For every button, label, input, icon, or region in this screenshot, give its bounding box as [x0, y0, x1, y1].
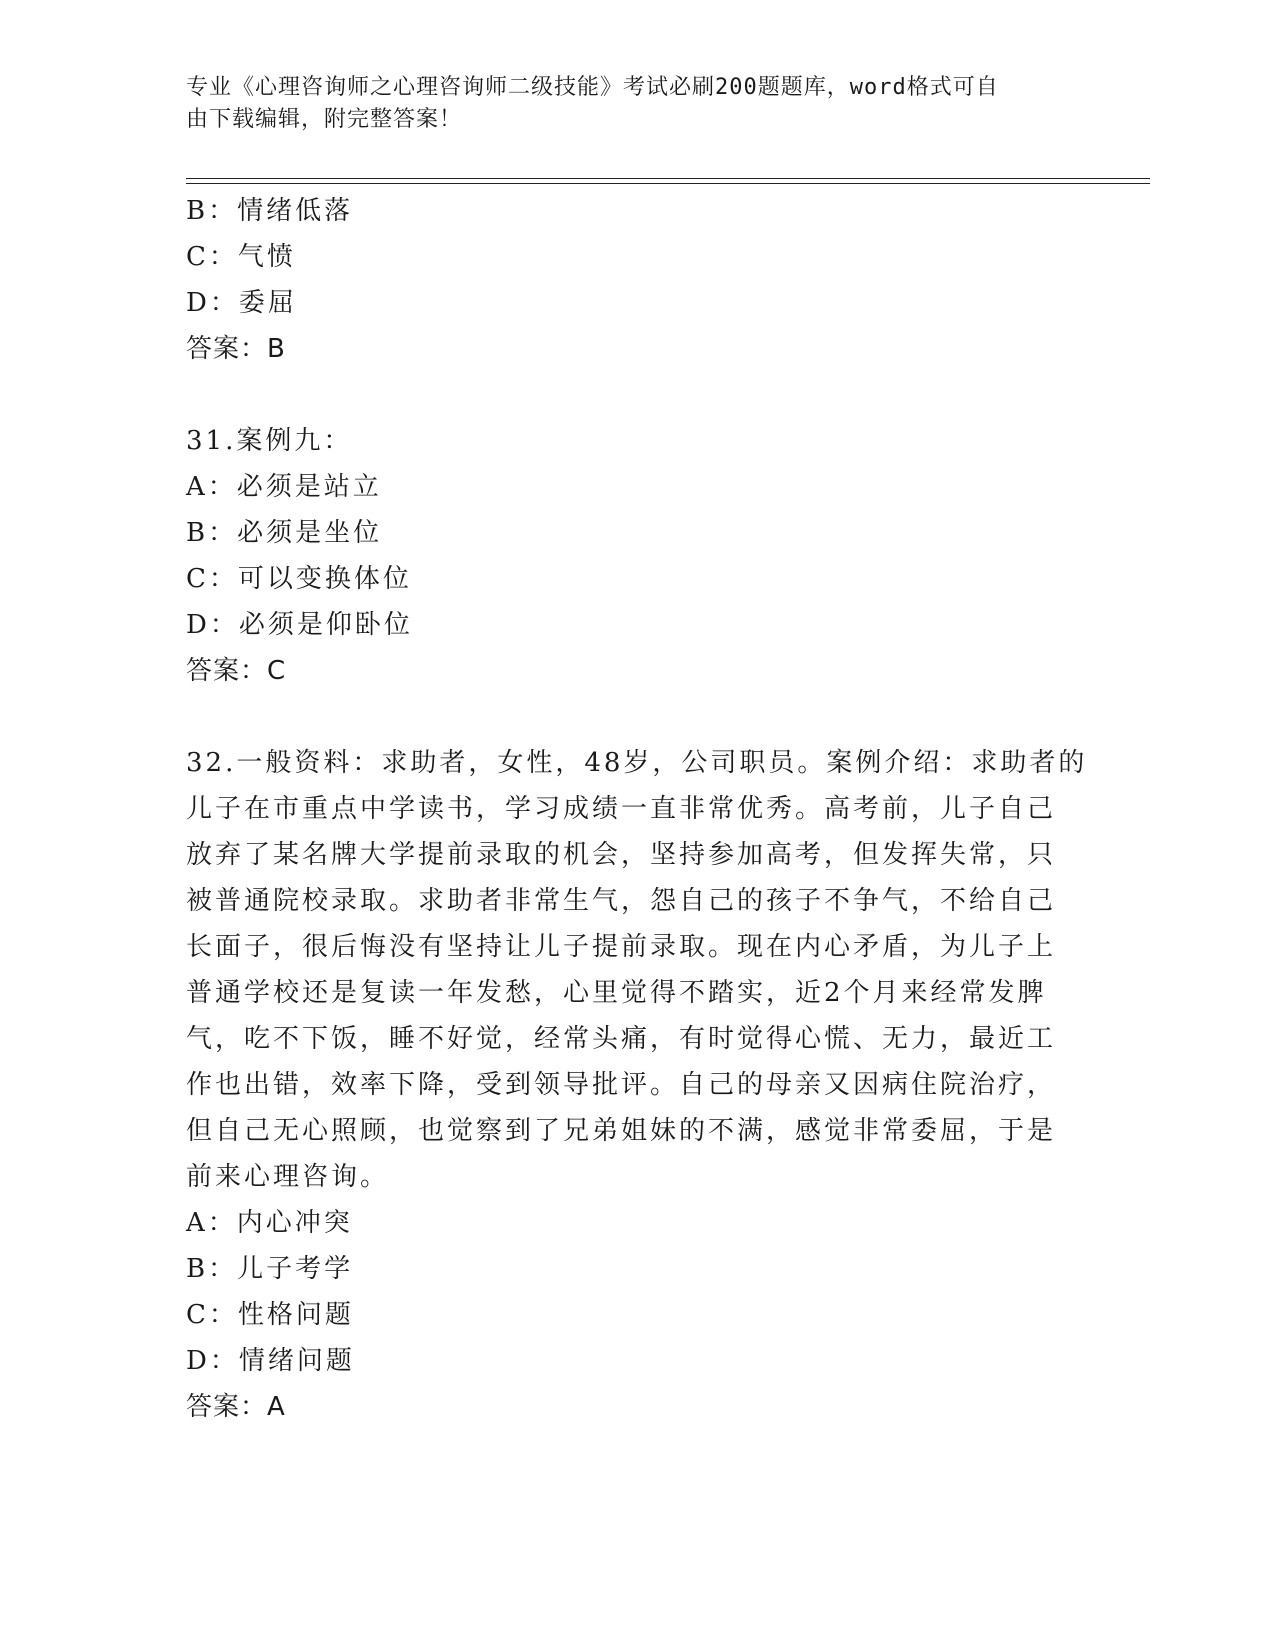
option-d: D：必须是仰卧位	[186, 610, 413, 640]
option-a: A：内心冲突	[186, 1208, 353, 1238]
question-32	[186, 740, 1086, 1430]
answer-line: 答案：A	[186, 1392, 286, 1422]
question-text-line: 长面子，很后悔没有坚持让儿子提前录取。现在内心矛盾，为儿子上	[186, 932, 1057, 962]
question-text: 31.案例九：	[186, 426, 353, 456]
spacer	[186, 694, 1086, 740]
question-30-tail	[186, 188, 1086, 372]
header-divider-bottom	[186, 183, 1150, 184]
question-text-line: 气，吃不下饭，睡不好觉，经常头痛，有时觉得心慌、无力，最近工	[186, 1024, 1057, 1054]
option-c: C：气愤	[186, 242, 296, 272]
option-a: A：必须是站立	[186, 472, 382, 502]
option-d: D：情绪问题	[186, 1346, 355, 1376]
option-d: D：委屈	[186, 288, 297, 318]
option-c: C：可以变换体位	[186, 564, 412, 594]
question-text-line: 前来心理咨询。	[186, 1162, 390, 1192]
question-text-line: 作也出错，效率下降，受到领导批评。自己的母亲又因病住院治疗，	[186, 1070, 1057, 1100]
option-b: B：情绪低落	[186, 196, 354, 226]
header-divider-top	[186, 178, 1150, 179]
document-header	[186, 72, 1066, 136]
question-text-line: 被普通院校录取。求助者非常生气，怨自己的孩子不争气，不给自己	[186, 886, 1057, 916]
option-b: B：儿子考学	[186, 1254, 354, 1284]
answer-line: 答案：B	[186, 334, 286, 364]
question-text-line: 放弃了某名牌大学提前录取的机会，坚持参加高考，但发挥失常，只	[186, 840, 1057, 870]
header-line-2: 由下载编辑，附完整答案！	[186, 107, 463, 132]
header-line-1: 专业《心理咨询师之心理咨询师二级技能》考试必刷200题题库，word格式可自	[186, 75, 999, 100]
document-body	[186, 188, 1086, 1430]
question-text-line: 普通学校还是复读一年发愁，心里觉得不踏实，近2个月来经常发脾	[186, 978, 1047, 1008]
option-c: C：性格问题	[186, 1300, 354, 1330]
question-text-line: 但自己无心照顾，也觉察到了兄弟姐妹的不满，感觉非常委屈，于是	[186, 1116, 1057, 1146]
option-b: B：必须是坐位	[186, 518, 383, 548]
question-text-line: 儿子在市重点中学读书，学习成绩一直非常优秀。高考前，儿子自己	[186, 794, 1057, 824]
question-31	[186, 418, 1086, 694]
answer-line: 答案：C	[186, 656, 287, 686]
question-text-line: 32.一般资料：求助者，女性，48岁，公司职员。案例介绍：求助者的	[186, 748, 1088, 778]
spacer	[186, 372, 1086, 418]
